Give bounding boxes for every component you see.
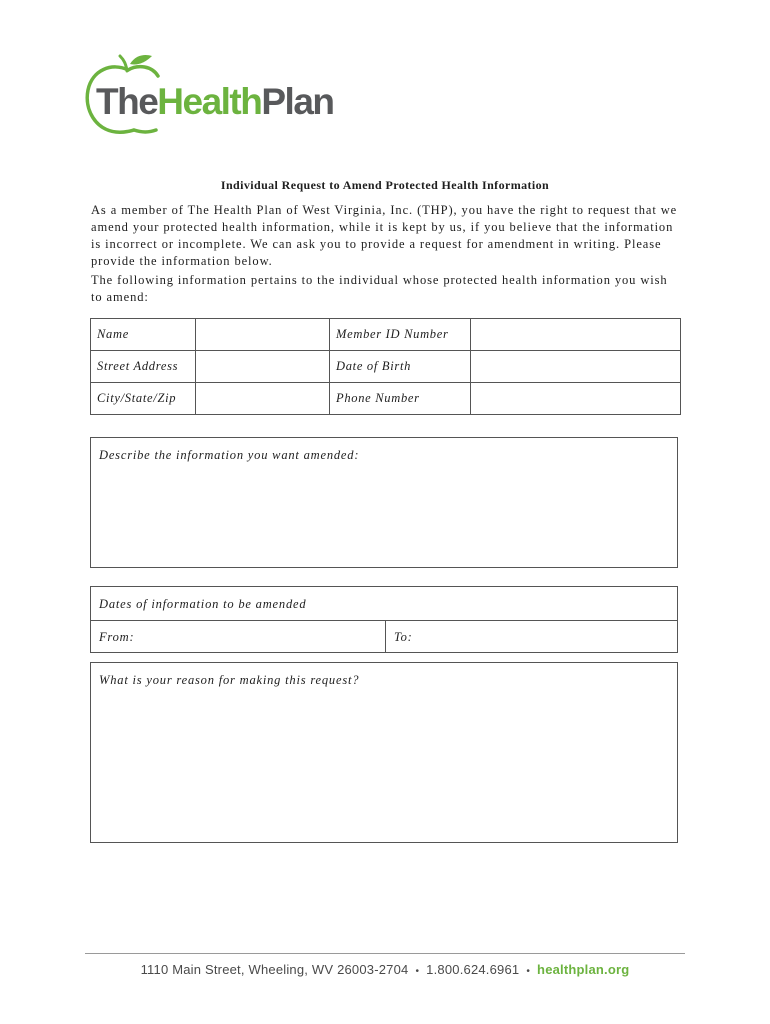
footer-separator-1: • [415,966,420,977]
date-of-birth-field[interactable] [471,351,681,383]
city-state-zip-label: City/State/Zip [91,383,196,415]
name-field[interactable] [196,319,330,351]
member-info-table [90,318,681,415]
to-label: To: [394,630,413,644]
svg-text:TheHealthPlan: TheHealthPlan [96,81,334,122]
dates-label: Dates of information to be amended [99,597,307,611]
to-date-field[interactable] [386,621,679,653]
footer-website-link[interactable]: healthplan.org [537,962,630,977]
phone-number-field[interactable] [471,383,681,415]
from-date-field[interactable] [91,621,386,653]
street-address-label: Street Address [91,351,196,383]
individual-paragraph: The following information pertains to the individual whose protected health information you wish to amend: [91,273,668,304]
healthplan-logo [82,52,334,142]
footer-divider [85,953,685,954]
footer-separator-2: • [526,966,531,977]
street-address-field[interactable] [196,351,330,383]
describe-amendment-label: Describe the information you want amended: [99,448,360,462]
reason-field[interactable] [90,662,678,843]
footer-address: 1110 Main Street, Wheeling, WV 26003-2704 [140,962,409,977]
reason-label: What is your reason for making this request? [99,673,360,687]
dates-header [91,587,677,621]
name-label: Name [91,319,196,351]
member-id-field[interactable] [471,319,681,351]
form-title: Individual Request to Amend Protected Health Information [220,178,550,192]
city-state-zip-field[interactable] [196,383,330,415]
describe-amendment-field[interactable] [90,437,678,568]
footer-phone: 1.800.624.6961 [426,962,520,977]
footer [0,962,770,977]
from-label: From: [99,630,135,644]
date-of-birth-label: Date of Birth [330,351,471,383]
phone-number-label: Phone Number [330,383,471,415]
dates-section [90,586,678,653]
member-id-label: Member ID Number [330,319,471,351]
intro-paragraph: As a member of The Health Plan of West Virginia, Inc. (THP), you have the right to request that we amend your protected health information, while it is kept by us, if you believe that the information is incorrect or incomplete. We can ask you to provide a request for amendment in writing. Please provide the information below. [91,203,678,268]
